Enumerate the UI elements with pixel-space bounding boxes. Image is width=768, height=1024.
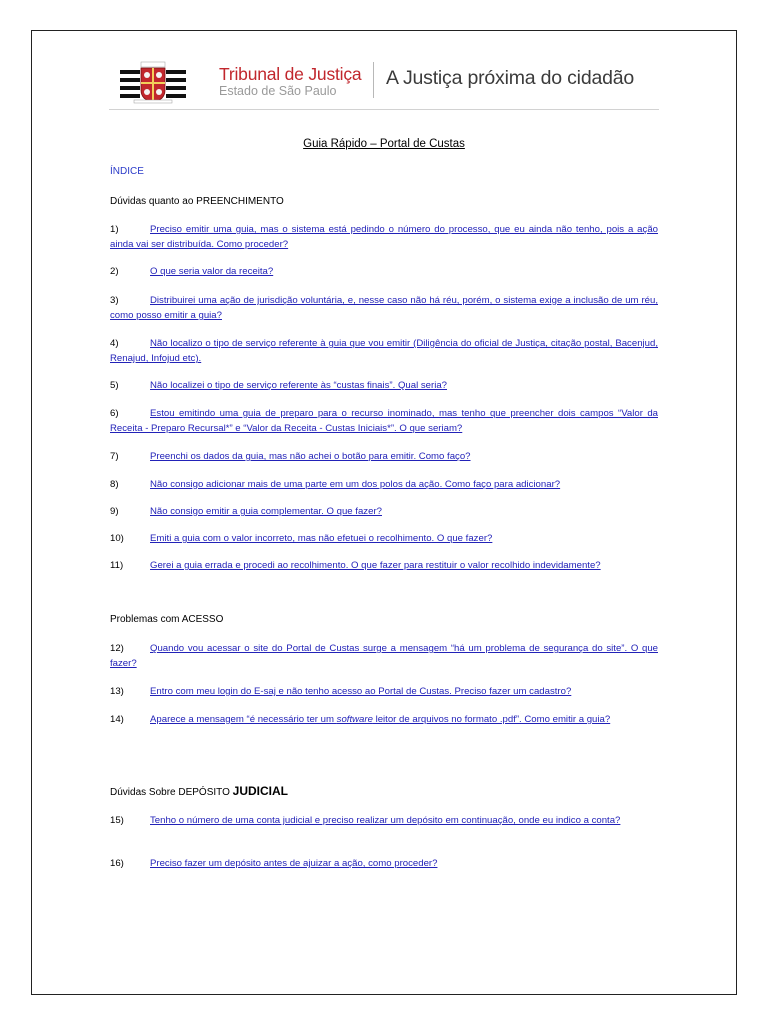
item-number: 5) (110, 380, 119, 391)
item-number: 6) (110, 408, 119, 419)
section-heading-text: Problemas com ACESSO (110, 614, 224, 625)
list-item (110, 712, 658, 727)
item-number: 16) (110, 858, 124, 869)
index-label: ÍNDICE (110, 166, 144, 177)
item-link[interactable]: O que seria valor da receita? (150, 266, 274, 277)
list-item (110, 558, 658, 573)
item-number: 4) (110, 338, 119, 349)
item-number: 8) (110, 479, 119, 490)
item-link[interactable] (110, 712, 658, 727)
item-number: 14) (110, 714, 124, 725)
header (120, 58, 660, 110)
tjsp-coat-of-arms-logo (120, 60, 186, 104)
list-item (110, 684, 658, 699)
brand-title: Tribunal de Justiça (219, 64, 362, 84)
section-heading-text: Dúvidas Sobre DEPÓSITO (110, 787, 233, 798)
item-link[interactable]: Não localizo o tipo de serviço referente à guia que vou emitir (Diligência do oficial de Justiça, citação postal, Bacenjud, Renajud, Infojud etc). (110, 338, 658, 364)
item-link[interactable]: Entro com meu login do E-saj e não tenho acesso ao Portal de Custas. Preciso fazer um cadastro? (150, 686, 572, 697)
item-number: 7) (110, 451, 119, 462)
header-rule (109, 109, 659, 110)
section-heading-deposito (110, 784, 288, 798)
item-number: 9) (110, 506, 119, 517)
item-link[interactable]: Preenchi os dados da guia, mas não achei o botão para emitir. Como faço? (150, 451, 471, 462)
list-item (110, 222, 658, 252)
item-link[interactable]: Distribuirei uma ação de jurisdição voluntária, e, nesse caso não há réu, porém, o sistema exige a inclusão de um réu, como posso emitir a guia? (110, 295, 658, 321)
item-link-italic: software (336, 714, 373, 725)
item-link[interactable]: Preciso fazer um depósito antes de ajuizar a ação, como proceder? (150, 858, 438, 869)
item-link[interactable]: Estou emitindo uma guia de preparo para o recurso inominado, mas tenho que preencher dois campos “Valor da Receita - Preparo Recursal*” e “Valor da Receita - Custas Iniciais*”. O que seriam? (110, 408, 658, 434)
item-link[interactable]: Emiti a guia com o valor incorreto, mas não efetuei o recolhimento. O que fazer? (150, 533, 493, 544)
item-number: 13) (110, 686, 124, 697)
list-item (110, 504, 658, 519)
list-item (110, 531, 658, 546)
header-divider (373, 62, 374, 98)
item-number: 11) (110, 560, 124, 571)
item-link[interactable]: Não localizei o tipo de serviço referente às “custas finais”. Qual seria? (150, 380, 448, 391)
item-link[interactable]: Preciso emitir uma guia, mas o sistema está pedindo o número do processo, que eu ainda não tenho, pois a ação ainda vai ser distribuída. Como proceder? (110, 224, 658, 250)
list-item (110, 477, 658, 492)
item-link[interactable]: Gerei a guia errada e procedi ao recolhimento. O que fazer para restituir o valor recolhido indevidamente? (150, 560, 601, 571)
list-item (110, 264, 658, 279)
item-link[interactable]: Não consigo adicionar mais de uma parte em um dos polos da ação. Como faço para adicionar? (150, 479, 561, 490)
list-item (110, 641, 658, 671)
list-item (110, 856, 658, 871)
item-number: 2) (110, 266, 119, 277)
item-number: 3) (110, 295, 119, 306)
item-number: 15) (110, 815, 124, 826)
document-title: Guia Rápido – Portal de Custas (303, 138, 465, 150)
motto: A Justiça próxima do cidadão (386, 67, 635, 89)
list-item (110, 293, 658, 323)
brand (219, 64, 361, 98)
list-item (110, 336, 658, 366)
item-link[interactable]: Não consigo emitir a guia complementar. O que fazer? (150, 506, 382, 517)
item-link-text: leitor de arquivos no formato .pdf”. Como emitir a guia? (372, 714, 611, 725)
item-number: 12) (110, 643, 124, 654)
item-link-text: Aparece a mensagem “é necessário ter um (150, 714, 337, 725)
section-heading-text: Dúvidas quanto ao PREENCHIMENTO (110, 196, 284, 207)
item-link[interactable]: Tenho o número de uma conta judicial e preciso realizar um depósito em continuação, onde eu indico a conta? (150, 815, 621, 826)
brand-subtitle: Estado de São Paulo (219, 84, 337, 98)
section-heading-emphasis: JUDICIAL (232, 784, 288, 798)
item-number: 10) (110, 533, 124, 544)
list-item (110, 449, 658, 464)
list-item (110, 406, 658, 436)
section-heading-acesso (110, 614, 223, 625)
list-item (110, 813, 658, 828)
section-heading-preenchimento (110, 196, 284, 207)
list-item (110, 378, 658, 393)
item-number: 1) (110, 224, 119, 235)
item-link[interactable]: Quando vou acessar o site do Portal de Custas surge a mensagem “há um problema de segurança do site”. O que fazer? (110, 643, 658, 669)
